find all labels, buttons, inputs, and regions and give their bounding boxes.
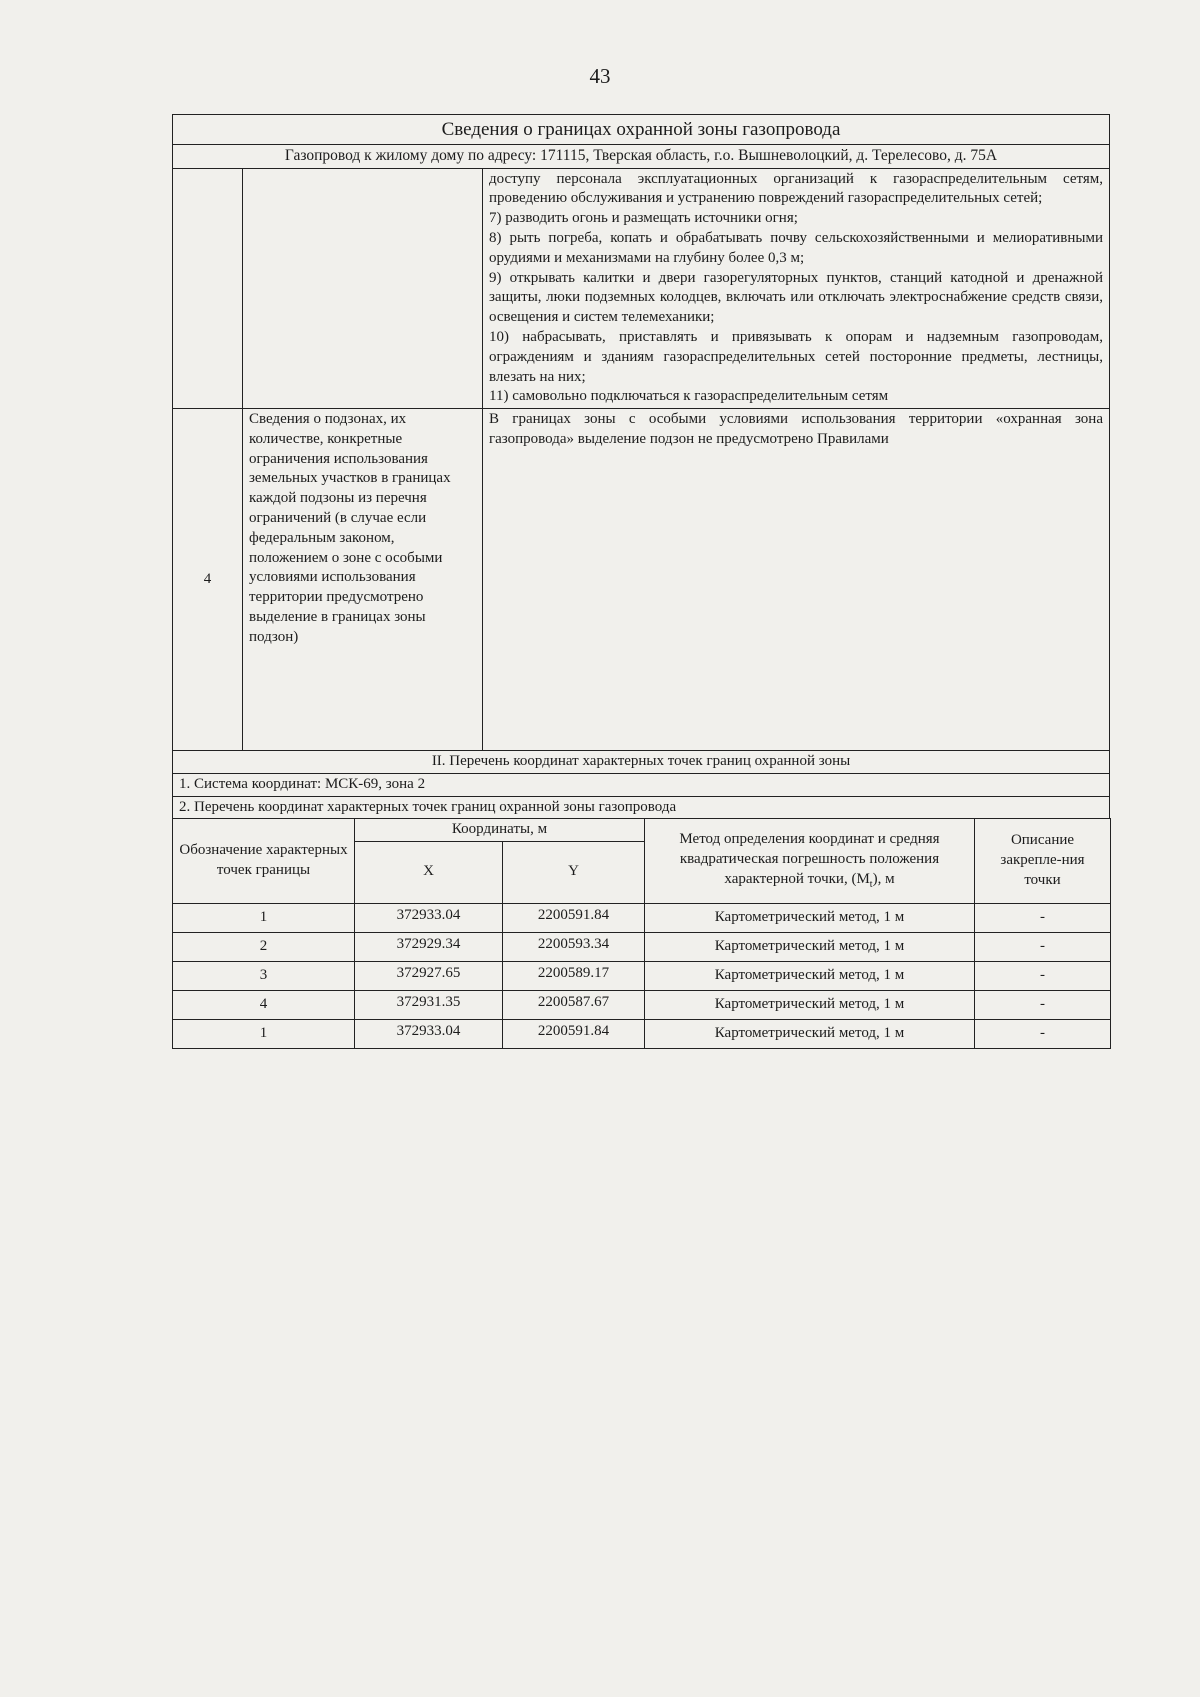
restriction-item: 7) разводить огонь и размещать источники огня; [489,210,798,227]
header-description: Описание закрепле-ния точки [975,818,1111,903]
row-label-cell [243,168,483,409]
point-x: 372931.35 [355,990,503,1019]
restrictions-continued-row [173,168,1110,409]
page-number: 43 [589,64,611,88]
point-description: - [975,1019,1111,1048]
header-method-sub: t [869,879,873,891]
subzones-row-number: 4 [173,409,243,751]
header-method-text: Метод определения координат и средняя квадратическая погрешность положения характерной точки, (M [679,831,940,888]
table-row [173,1019,1111,1048]
header-method [645,818,975,903]
point-number: 4 [173,990,355,1019]
point-description: - [975,932,1111,961]
point-y: 2200593.34 [503,932,645,961]
table-row [173,990,1111,1019]
list-title-row [173,796,1110,819]
point-y: 2200591.84 [503,1019,645,1048]
restriction-item: 11) самовольно подключаться к газораспределительным сетям [489,388,889,405]
table-row [173,961,1111,990]
point-method: Картометрический метод, 1 м [645,932,975,961]
table-row [173,903,1111,932]
header-coordinates: Координаты, м [355,818,645,841]
list-title: 2. Перечень координат характерных точек границ охранной зоны газопровода [173,796,1110,819]
section-title: Сведения о границах охранной зоны газопровода [173,115,1110,145]
header-y: Y [503,841,645,903]
coord-system: 1. Система координат: МСК-69, зона 2 [173,773,1110,796]
point-description: - [975,990,1111,1019]
point-x: 372927.65 [355,961,503,990]
point-method: Картометрический метод, 1 м [645,903,975,932]
point-description: - [975,961,1111,990]
coord-header-row [173,818,1111,841]
point-method: Картометрический метод, 1 м [645,990,975,1019]
point-x: 372929.34 [355,932,503,961]
coordinates-table [172,818,1111,1049]
point-number: 2 [173,932,355,961]
header-designation: Обозначение характерных точек границы [173,818,355,903]
subzones-value: В границах зоны с особыми условиями использования территории «охранная зона газопровода» выделение подзон не предусмотрено Правилами [483,409,1110,751]
coord-system-row [173,773,1110,796]
subzones-row [173,409,1110,751]
restriction-item: 8) рыть погреба, копать и обрабатывать почву сельскохозяйственными и мелиоративными орудиями и механизмами на глубину более 0,3 м; [489,229,1103,266]
point-y: 2200587.67 [503,990,645,1019]
section-title-row [173,115,1110,145]
point-number: 1 [173,1019,355,1048]
header-method-suffix: ), м [872,871,895,888]
point-x: 372933.04 [355,1019,503,1048]
header-x: X [355,841,503,903]
document-sheet [172,114,1110,1049]
zone-info-table [172,114,1110,819]
point-method: Картометрический метод, 1 м [645,961,975,990]
restrictions-list [483,168,1110,409]
table-row [173,932,1111,961]
restriction-item: доступу персонала эксплуатационных организаций к газораспределительным сетям, проведению обслуживания и устранению повреждений газораспределительных сетей; [489,170,1103,207]
subzones-label: Сведения о подзонах, их количестве, конкретные ограничения использования земельных участков в границах каждой подзоны из перечня ограничений (в случае если федеральным законом, положением о зоне с особыми условиями использования территории предусмотрено выделение в границах зоны подзон) [243,409,483,751]
point-description: - [975,903,1111,932]
section2-title-row [173,751,1110,774]
point-method: Картометрический метод, 1 м [645,1019,975,1048]
address-row [173,145,1110,168]
restriction-item: 10) набрасывать, приставлять и привязывать к опорам и надземным газопроводам, ограждениям и зданиям газораспределительных сетей посторонние предметы, лестницы, влезать на них; [489,328,1103,385]
point-x: 372933.04 [355,903,503,932]
gas-pipeline-address: Газопровод к жилому дому по адресу: 171115, Тверская область, г.о. Вышневолоцкий, д. Терелесово, д. 75А [173,145,1110,168]
point-number: 3 [173,961,355,990]
section2-title: II. Перечень координат характерных точек границ охранной зоны [173,751,1110,774]
point-y: 2200591.84 [503,903,645,932]
point-y: 2200589.17 [503,961,645,990]
row-number-cell [173,168,243,409]
point-number: 1 [173,903,355,932]
restriction-item: 9) открывать калитки и двери газорегуляторных пунктов, станций катодной и дренажной защиты, люки подземных колодцев, включать или отключать электроснабжение средств связи, освещения и систем телемеханики; [489,269,1103,326]
